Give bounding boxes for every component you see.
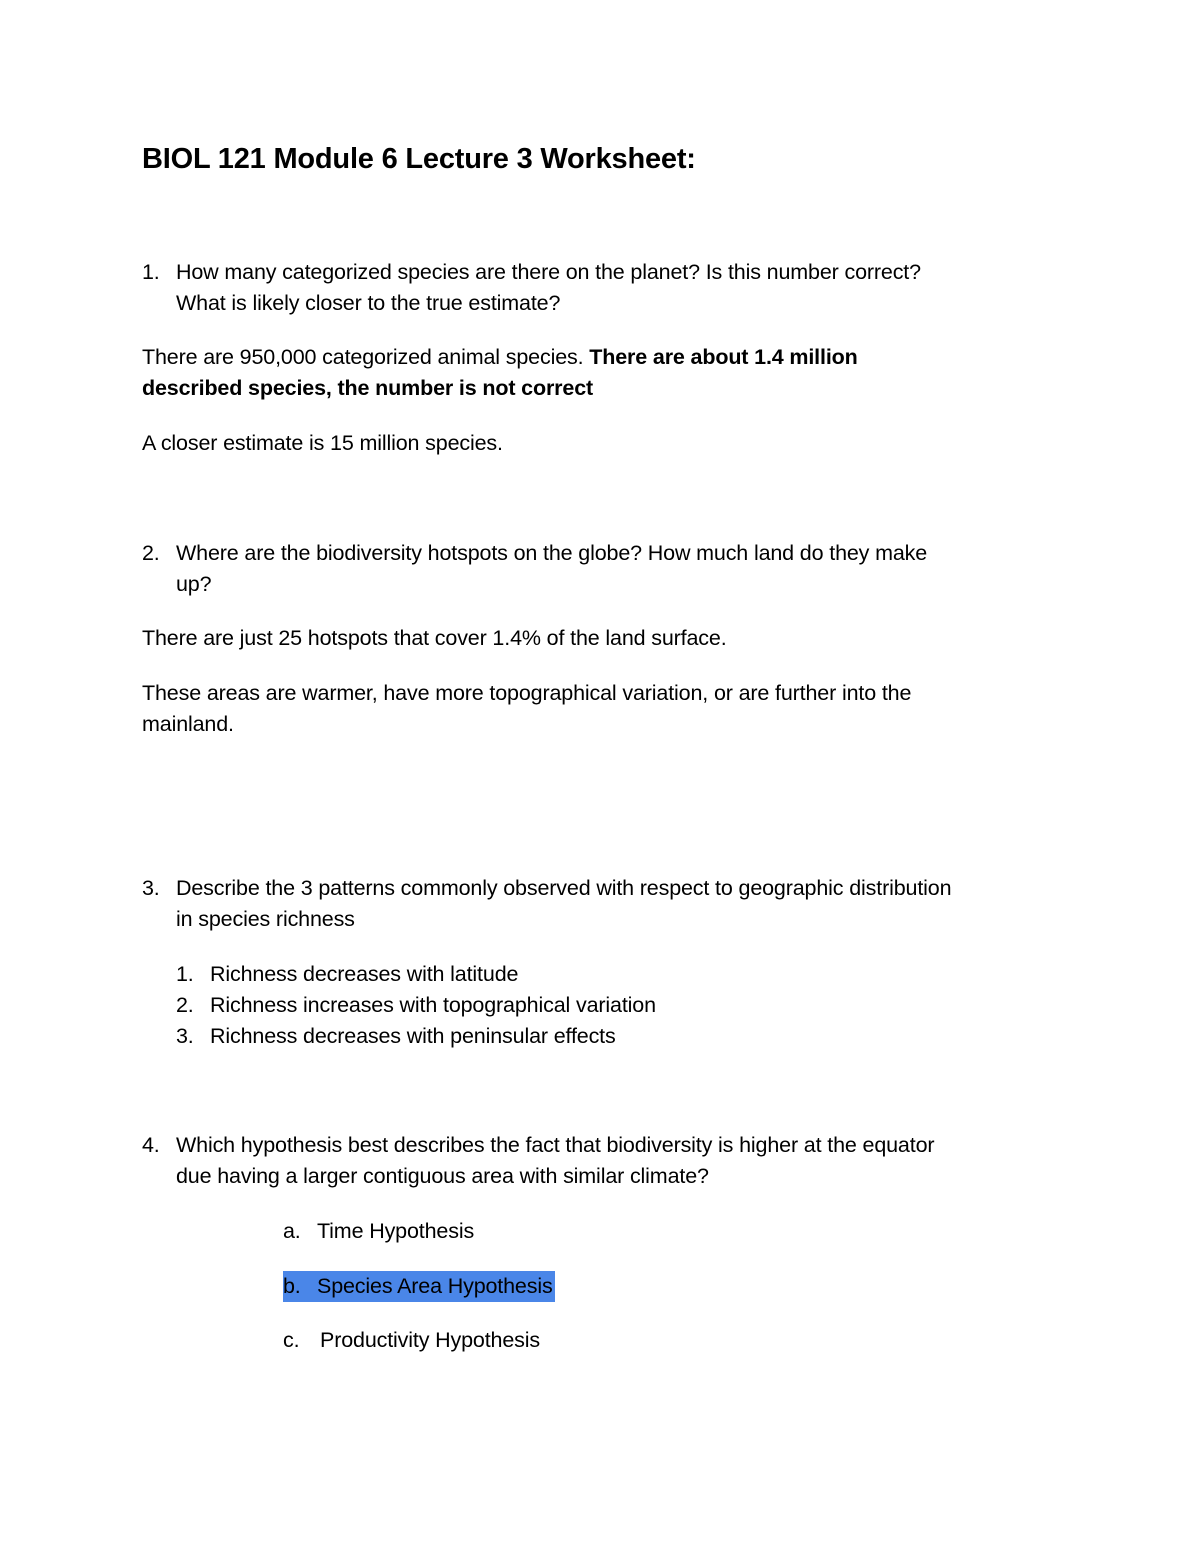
list-item-number: 1. — [176, 962, 194, 986]
list-item-number: 3. — [176, 1024, 194, 1048]
answer-3-list-item — [176, 990, 656, 1021]
answer-1-paragraph-2: A closer estimate is 15 million species. — [142, 431, 503, 455]
option-text: Productivity Hypothesis — [320, 1328, 541, 1352]
question-4-line-1: Which hypothesis best describes the fact that biodiversity is higher at the equator — [176, 1133, 935, 1157]
answer-2-paragraph-1: There are just 25 hotspots that cover 1.4% of the land surface. — [142, 626, 727, 650]
question-1-number: 1. — [142, 260, 160, 284]
question-3 — [142, 873, 951, 904]
question-1-line-2: What is likely closer to the true estimate? — [176, 291, 561, 315]
answer-3-list-item — [176, 959, 518, 990]
option-letter: a. — [283, 1219, 301, 1243]
answer-2-paragraph-2-line-2: mainland. — [142, 712, 234, 736]
question-1-line-1: How many categorized species are there on the planet? Is this number correct? — [176, 260, 921, 284]
list-item-text: Richness decreases with peninsular effects — [210, 1024, 616, 1048]
answer-2-paragraph-2-line-1: These areas are warmer, have more topographical variation, or are further into the — [142, 681, 912, 705]
option-letter: c. — [283, 1328, 300, 1352]
question-3-line-2: in species richness — [176, 907, 355, 931]
question-3-number: 3. — [142, 876, 160, 900]
question-4-line-2: due having a larger contiguous area with similar climate? — [176, 1164, 709, 1188]
list-item-text: Richness decreases with latitude — [210, 962, 519, 986]
list-item-text: Richness increases with topographical variation — [210, 993, 656, 1017]
question-3-line-1: Describe the 3 patterns commonly observed with respect to geographic distribution — [176, 876, 952, 900]
option-b-highlighted — [283, 1271, 555, 1302]
question-4 — [142, 1130, 934, 1161]
question-4-number: 4. — [142, 1133, 160, 1157]
option-c — [283, 1325, 540, 1356]
option-text: Time Hypothesis — [317, 1219, 475, 1243]
option-letter: b. — [283, 1274, 301, 1298]
question-2 — [142, 538, 927, 569]
question-1 — [142, 257, 921, 288]
option-text: Species Area Hypothesis — [317, 1274, 553, 1298]
answer-1-bold-text-a: There are about 1.4 million — [589, 345, 858, 369]
question-2-number: 2. — [142, 541, 160, 565]
answer-1-paragraph-1 — [142, 342, 858, 373]
question-2-line-2: up? — [176, 572, 212, 596]
answer-3-list-item — [176, 1021, 616, 1052]
answer-1-bold-text-b: described species, the number is not correct — [142, 376, 594, 400]
list-item-number: 2. — [176, 993, 194, 1017]
question-2-line-1: Where are the biodiversity hotspots on the globe? How much land do they make — [176, 541, 928, 565]
worksheet-title: BIOL 121 Module 6 Lecture 3 Worksheet: — [142, 143, 696, 175]
option-a — [283, 1216, 474, 1247]
answer-1-plain-text: There are 950,000 categorized animal species. — [142, 345, 590, 369]
